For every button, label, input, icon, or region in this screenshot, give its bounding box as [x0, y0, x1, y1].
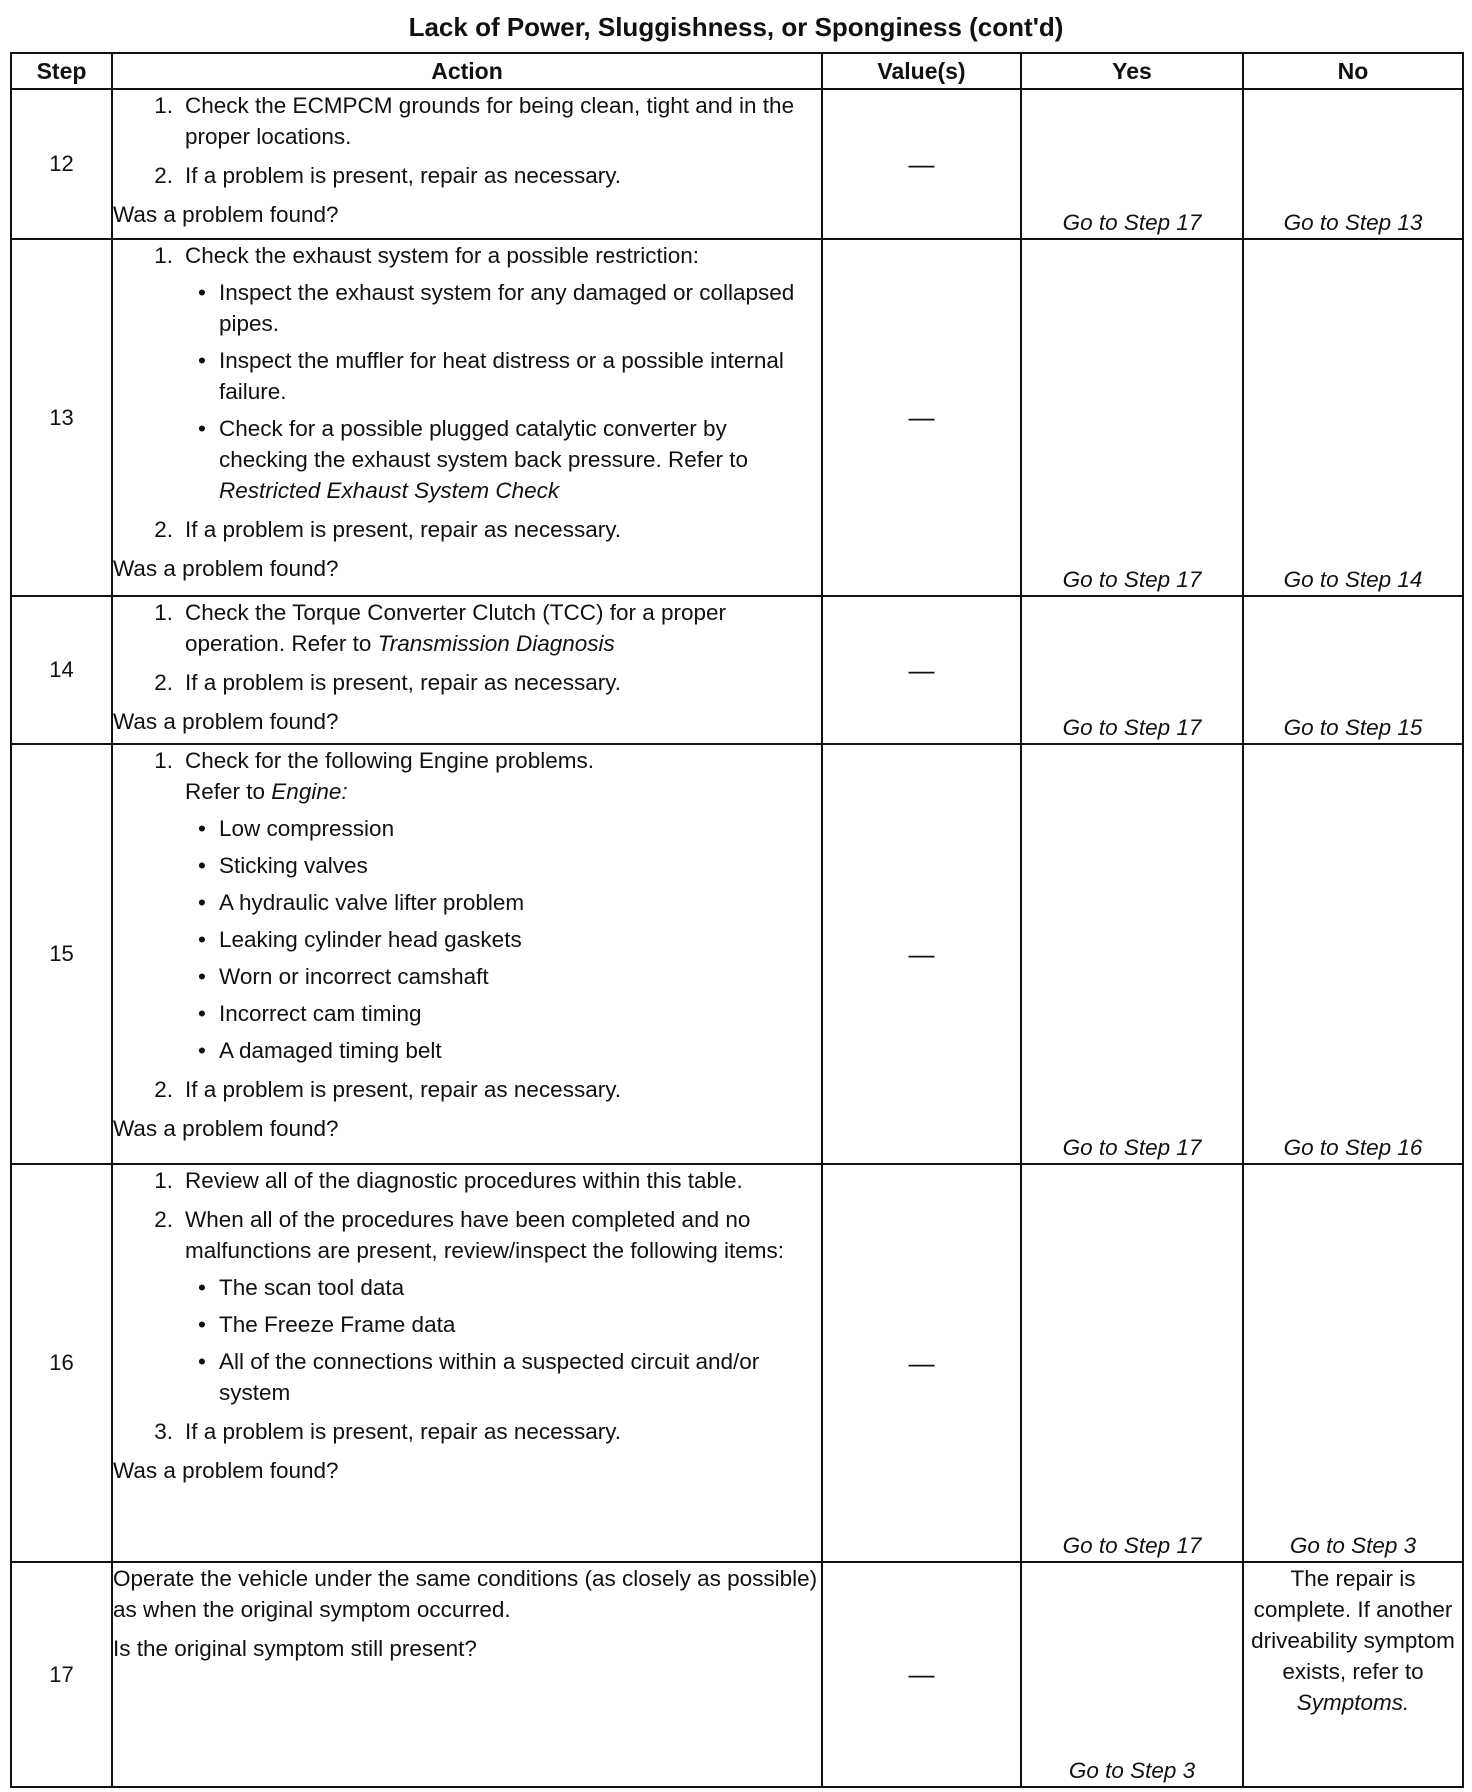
- value-cell: —: [822, 596, 1021, 744]
- no-outcome: Go to Step 14: [1243, 239, 1463, 596]
- value-cell: —: [822, 1562, 1021, 1787]
- no-outcome: Go to Step 13: [1243, 89, 1463, 239]
- bullet-item: [185, 1309, 821, 1340]
- item-text-line2: Refer to: [185, 779, 272, 804]
- item-number: 2.: [154, 670, 173, 695]
- bullet-text: Incorrect cam timing: [219, 1001, 422, 1026]
- bullet-text: Leaking cylinder head gaskets: [219, 927, 522, 952]
- yes-outcome: Go to Step 17: [1021, 744, 1243, 1164]
- bullet-text: Inspect the exhaust system for any damaged or collapsed pipes.: [219, 280, 795, 336]
- bullet-item: [185, 1035, 821, 1066]
- bullet-mark: •: [198, 280, 206, 305]
- item-text: Check the ECMPCM grounds for being clean, tight and in the proper locations.: [185, 93, 795, 149]
- question-text: Is the original symptom still present?: [113, 1636, 477, 1661]
- list-item: [113, 1416, 821, 1447]
- step-number: 16: [11, 1164, 112, 1562]
- step-number: 15: [11, 744, 112, 1164]
- list-item: [113, 745, 821, 1066]
- action-cell: [112, 1562, 822, 1787]
- item-number: 3.: [154, 1419, 173, 1444]
- reference-link: Engine: [271, 779, 342, 804]
- bullet-text: A damaged timing belt: [219, 1038, 442, 1063]
- item-number: 1.: [154, 600, 173, 625]
- step-number: 13: [11, 239, 112, 596]
- no-outcome: Go to Step 16: [1243, 744, 1463, 1164]
- header-action: Action: [112, 53, 822, 89]
- question-text: Was a problem found?: [113, 709, 339, 734]
- action-cell: [112, 744, 822, 1164]
- bullet-item: [185, 345, 821, 407]
- item-number: 2.: [154, 163, 173, 188]
- bullet-item: [185, 1272, 821, 1303]
- paragraph-text: Operate the vehicle under the same conditions (as closely as possible) as when the original symptom occurred.: [113, 1566, 818, 1622]
- header-step: Step: [11, 53, 112, 89]
- step-number: 17: [11, 1562, 112, 1787]
- header-no: No: [1243, 53, 1463, 89]
- no-outcome: Go to Step 3: [1243, 1164, 1463, 1562]
- yes-outcome: Go to Step 17: [1021, 1164, 1243, 1562]
- yes-outcome: Go to Step 17: [1021, 239, 1243, 596]
- reference-link: Transmission Diagnosis: [377, 631, 615, 656]
- bullet-item: [185, 924, 821, 955]
- list-item: [113, 90, 821, 152]
- bullet-text: Check for a possible plugged catalytic converter by checking the exhaust system back pressure. Refer to: [219, 416, 749, 472]
- bullet-mark: •: [198, 1038, 206, 1063]
- table-row-step-16: [11, 1164, 1463, 1562]
- table-row-step-17: [11, 1562, 1463, 1787]
- action-cell: [112, 596, 822, 744]
- item-number: 1.: [154, 748, 173, 773]
- bullet-text: Low compression: [219, 816, 395, 841]
- list-item: [113, 597, 821, 659]
- header-row: [11, 53, 1463, 89]
- value-cell: —: [822, 239, 1021, 596]
- bullet-mark: •: [198, 1312, 206, 1337]
- table-row-step-13: [11, 239, 1463, 596]
- bullet-item: [185, 998, 821, 1029]
- list-item: [113, 240, 821, 506]
- action-cell: [112, 239, 822, 596]
- header-yes: Yes: [1021, 53, 1243, 89]
- bullet-item: [185, 850, 821, 881]
- item-text: If a problem is present, repair as necessary.: [185, 670, 622, 695]
- item-text: If a problem is present, repair as necessary.: [185, 1419, 622, 1444]
- header-values: Value(s): [822, 53, 1021, 89]
- list-item: [113, 1165, 821, 1196]
- item-number: 2.: [154, 517, 173, 542]
- table-row-step-15: [11, 744, 1463, 1164]
- diagnostic-table: [10, 52, 1464, 1788]
- bullet-item: [185, 1346, 821, 1408]
- reference-link: Restricted Exhaust System Check: [219, 478, 560, 503]
- step-number: 12: [11, 89, 112, 239]
- page-title: Lack of Power, Sluggishness, or Sponginess (cont'd): [408, 12, 1064, 42]
- bullet-item: [185, 887, 821, 918]
- bullet-item: [185, 813, 821, 844]
- item-number: 1.: [154, 243, 173, 268]
- list-item: [113, 1204, 821, 1408]
- item-text: If a problem is present, repair as necessary.: [185, 517, 622, 542]
- item-text: If a problem is present, repair as necessary.: [185, 163, 622, 188]
- list-item: [113, 514, 821, 545]
- value-cell: —: [822, 1164, 1021, 1562]
- item-number: 1.: [154, 93, 173, 118]
- value-cell: —: [822, 89, 1021, 239]
- item-text: If a problem is present, repair as necessary.: [185, 1077, 622, 1102]
- bullet-item: [185, 277, 821, 339]
- item-text: When all of the procedures have been completed and no malfunctions are present, review/inspect the following items:: [185, 1207, 785, 1263]
- yes-outcome: Go to Step 3: [1021, 1562, 1243, 1787]
- action-cell: [112, 89, 822, 239]
- bullet-mark: •: [198, 348, 206, 373]
- item-number: 2.: [154, 1077, 173, 1102]
- item-text: Check the exhaust system for a possible restriction:: [185, 243, 699, 268]
- bullet-mark: •: [198, 964, 206, 989]
- item-suffix: :: [341, 779, 348, 804]
- bullet-mark: •: [198, 816, 206, 841]
- bullet-text: The scan tool data: [219, 1275, 405, 1300]
- item-text: Review all of the diagnostic procedures within this table.: [185, 1168, 743, 1193]
- table-row-step-14: [11, 596, 1463, 744]
- action-cell: [112, 1164, 822, 1562]
- yes-outcome: Go to Step 17: [1021, 89, 1243, 239]
- item-text: Check for the following Engine problems.: [185, 748, 594, 773]
- question-text: Was a problem found?: [113, 556, 339, 581]
- no-outcome-text: The repair is complete. If another driveability symptom exists, refer to: [1251, 1566, 1455, 1684]
- yes-outcome: Go to Step 17: [1021, 596, 1243, 744]
- bullet-text: A hydraulic valve lifter problem: [219, 890, 525, 915]
- list-item: [113, 667, 821, 698]
- bullet-mark: •: [198, 1349, 206, 1374]
- item-number: 2.: [154, 1207, 173, 1232]
- list-item: [113, 160, 821, 191]
- no-outcome: Go to Step 15: [1243, 596, 1463, 744]
- list-item: [113, 1074, 821, 1105]
- value-cell: —: [822, 744, 1021, 1164]
- bullet-mark: •: [198, 1275, 206, 1300]
- bullet-text: Worn or incorrect camshaft: [219, 964, 489, 989]
- no-outcome: [1243, 1562, 1463, 1787]
- item-number: 1.: [154, 1168, 173, 1193]
- step-number: 14: [11, 596, 112, 744]
- table-row-step-12: [11, 89, 1463, 239]
- item-text: Check the Torque Converter Clutch (TCC) for a proper operation. Refer to: [185, 600, 727, 656]
- bullet-item: [185, 413, 821, 506]
- bullet-mark: •: [198, 1001, 206, 1026]
- reference-link: Symptoms.: [1296, 1690, 1410, 1715]
- bullet-mark: •: [198, 853, 206, 878]
- bullet-text: The Freeze Frame data: [219, 1312, 456, 1337]
- question-text: Was a problem found?: [113, 202, 339, 227]
- bullet-item: [185, 961, 821, 992]
- bullet-text: Inspect the muffler for heat distress or a possible internal failure.: [219, 348, 784, 404]
- bullet-mark: •: [198, 890, 206, 915]
- question-text: Was a problem found?: [113, 1116, 339, 1141]
- question-text: Was a problem found?: [113, 1458, 339, 1483]
- bullet-mark: •: [198, 416, 206, 441]
- bullet-text: Sticking valves: [219, 853, 368, 878]
- bullet-text: All of the connections within a suspected circuit and/or system: [219, 1349, 760, 1405]
- bullet-mark: •: [198, 927, 206, 952]
